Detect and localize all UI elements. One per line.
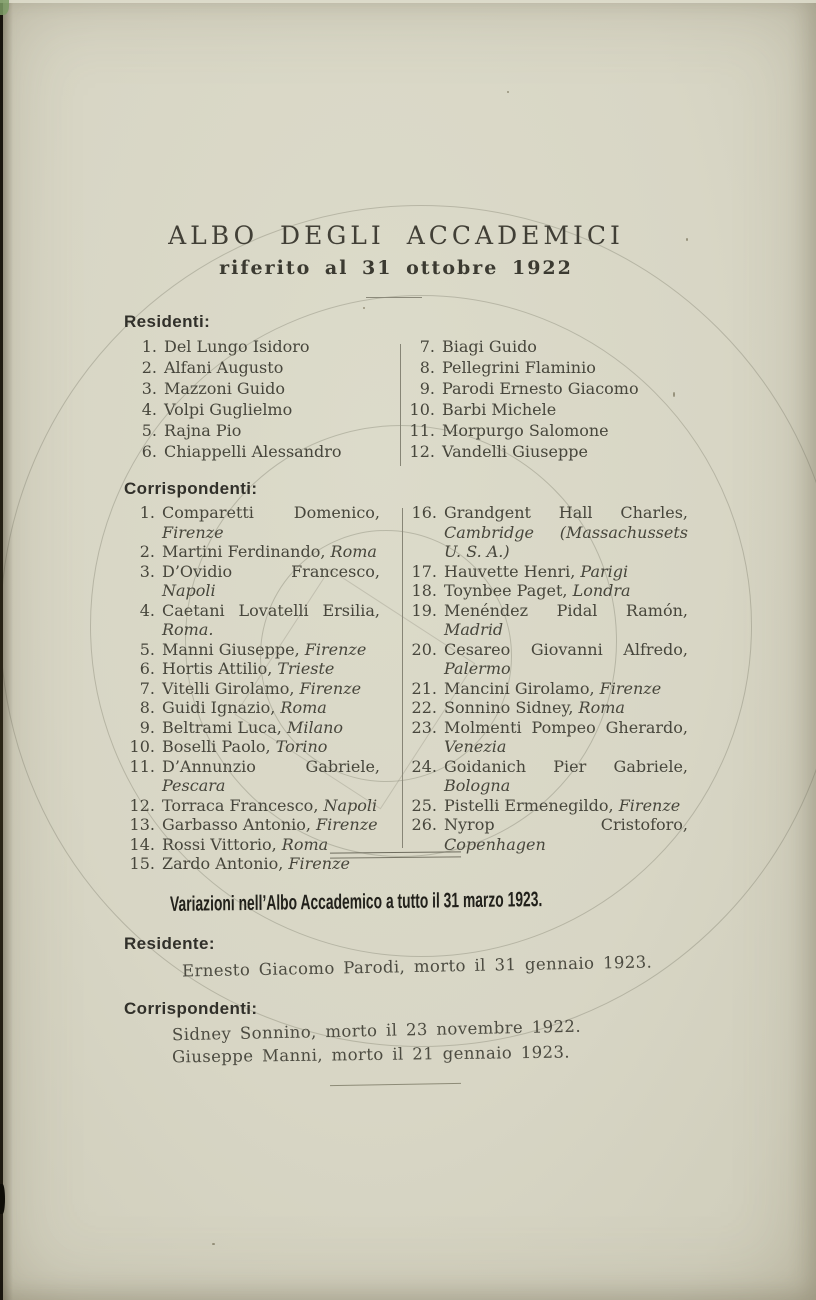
residenti-list-item bbox=[130, 378, 382, 399]
member-name: Parodi Ernesto Giacomo bbox=[442, 379, 639, 398]
residenti-right-column bbox=[408, 336, 708, 462]
member-name: Pistelli Ermenegildo, bbox=[444, 795, 614, 815]
member-name: Toynbee Paget, bbox=[444, 581, 568, 600]
member-name: Del Lungo Isidoro bbox=[164, 337, 310, 356]
corrispondenti-list-item bbox=[410, 757, 688, 796]
residenti-list-item bbox=[130, 420, 382, 441]
member-name: Beltrami Luca, bbox=[162, 717, 282, 737]
member-city: Firenze bbox=[316, 815, 378, 834]
residenti-list-item bbox=[408, 378, 708, 399]
member-name: Caetani Lovatelli Ersilia, bbox=[162, 600, 380, 620]
item-number: 15. bbox=[129, 854, 155, 873]
member-city: Copenhagen bbox=[444, 834, 546, 854]
binding-shadow bbox=[3, 0, 13, 1300]
item-number: 21. bbox=[411, 678, 437, 698]
member-city: Roma bbox=[280, 698, 327, 717]
corrispondenti-left-column bbox=[128, 503, 380, 874]
residenti-list-item bbox=[408, 441, 708, 462]
item-number: 3. bbox=[141, 379, 157, 398]
item-number: 4. bbox=[141, 400, 157, 419]
member-city: Roma bbox=[578, 698, 625, 717]
item-number: 22. bbox=[411, 698, 437, 717]
member-name: Torraca Francesco, bbox=[162, 795, 319, 815]
item-number: 12. bbox=[409, 442, 435, 461]
residenti-list-item bbox=[408, 420, 708, 441]
corrispondenti-list-item bbox=[410, 640, 688, 679]
variazioni-corrispondenti-line: Giuseppe Manni, morto il 21 gennaio 1923. bbox=[171, 1042, 571, 1067]
member-name: Molmenti Pompeo Gherardo, bbox=[444, 717, 688, 737]
corrispondenti-list-item bbox=[128, 659, 380, 679]
corrispondenti-list-item bbox=[410, 698, 688, 718]
member-name: Boselli Paolo, bbox=[162, 737, 271, 756]
item-number: 24. bbox=[411, 756, 437, 776]
member-name: Chiappelli Alessandro bbox=[164, 442, 342, 461]
member-name: Barbi Michele bbox=[442, 400, 557, 419]
item-number: 12. bbox=[129, 795, 155, 815]
corrispondenti-list-item bbox=[128, 835, 380, 855]
item-number: 17. bbox=[411, 561, 437, 581]
corrispondenti-right-column bbox=[410, 503, 688, 854]
member-name: Rajna Pio bbox=[164, 421, 242, 440]
item-number: 20. bbox=[411, 639, 437, 659]
corrispondenti-list-item bbox=[128, 718, 380, 738]
member-name: Biagi Guido bbox=[442, 337, 537, 356]
residenti-list-item bbox=[130, 441, 382, 462]
member-name: Grandgent Hall Charles, bbox=[444, 503, 688, 522]
item-number: 9. bbox=[139, 717, 155, 737]
item-number: 3. bbox=[139, 561, 155, 581]
item-number: 11. bbox=[129, 756, 155, 776]
member-city: Napoli bbox=[162, 581, 216, 600]
member-name: Rossi Vittorio, bbox=[162, 834, 277, 854]
member-name: Cesareo Giovanni Alfredo, bbox=[444, 639, 688, 659]
member-name: Goidanich Pier Gabriele, bbox=[444, 756, 688, 776]
variazioni-corrispondenti-heading: Corrispondenti: bbox=[124, 999, 258, 1018]
corrispondenti-list-item bbox=[128, 562, 380, 601]
item-number: 2. bbox=[141, 358, 157, 377]
residenti-list-item bbox=[130, 336, 382, 357]
item-number: 8. bbox=[139, 698, 155, 717]
member-name: Zardo Antonio, bbox=[162, 854, 284, 873]
item-number: 7. bbox=[419, 337, 435, 356]
member-name: Manni Giuseppe, bbox=[162, 639, 300, 659]
item-number: 2. bbox=[139, 542, 155, 561]
corrispondenti-heading: Corrispondenti: bbox=[124, 479, 258, 498]
variazioni-corrispondenti-line: Sidney Sonnino, morto il 23 novembre 1922. bbox=[171, 1016, 582, 1045]
corrispondenti-list-item bbox=[410, 601, 688, 640]
member-name: Pellegrini Flaminio bbox=[442, 358, 596, 377]
paper-speck bbox=[363, 307, 365, 309]
item-number: 16. bbox=[411, 503, 437, 522]
member-name: Hauvette Henri, bbox=[444, 561, 576, 581]
member-name: Hortis Attilio, bbox=[162, 659, 273, 678]
variazioni-residente-heading: Residente: bbox=[124, 934, 215, 953]
item-number: 5. bbox=[139, 639, 155, 659]
item-number: 1. bbox=[139, 503, 155, 522]
member-city: Bologna bbox=[444, 776, 511, 795]
variazioni-heading: Variazioni nell’Albo Accademico a tutto il 31 marzo 1923. bbox=[169, 888, 543, 916]
page-subtitle: riferito al 31 ottobre 1922 bbox=[219, 257, 573, 279]
residenti-left-column bbox=[130, 336, 382, 462]
residenti-list-item bbox=[408, 357, 708, 378]
member-city: Pescara bbox=[162, 776, 226, 795]
member-city: Firenze bbox=[304, 639, 367, 659]
corrispondenti-list-item bbox=[410, 796, 688, 816]
paper-speck bbox=[212, 1243, 215, 1245]
item-number: 26. bbox=[411, 815, 437, 834]
corrispondenti-list-item bbox=[128, 796, 380, 816]
residenti-list-item bbox=[408, 336, 708, 357]
member-name: Martini Ferdinando, bbox=[162, 542, 326, 561]
corrispondenti-list-item bbox=[128, 698, 380, 718]
member-name: Mancini Girolamo, bbox=[444, 678, 595, 698]
member-name: D’Ovidio Francesco, bbox=[162, 561, 380, 581]
member-city: Firenze bbox=[288, 854, 350, 873]
item-number: 11. bbox=[409, 421, 435, 440]
member-city: Trieste bbox=[277, 659, 335, 678]
item-number: 6. bbox=[141, 442, 157, 461]
member-city: Roma. bbox=[162, 620, 214, 639]
page-top-edge bbox=[0, 0, 816, 3]
corrispondenti-list-item bbox=[410, 581, 688, 601]
member-name: Garbasso Antonio, bbox=[162, 815, 311, 834]
member-city: Napoli bbox=[323, 795, 378, 815]
page-title: ALBO DEGLI ACCADEMICI bbox=[168, 221, 624, 250]
residenti-column-divider bbox=[400, 344, 401, 466]
corrispondenti-list-item bbox=[128, 815, 380, 835]
member-name: Mazzoni Guido bbox=[164, 379, 285, 398]
corrispondenti-list-item bbox=[128, 542, 380, 562]
edge-smudge bbox=[0, 1184, 5, 1214]
member-city: Firenze bbox=[299, 678, 362, 698]
item-number: 9. bbox=[419, 379, 435, 398]
residenti-heading: Residenti: bbox=[124, 312, 211, 331]
member-city: Roma bbox=[281, 834, 329, 854]
member-city: Palermo bbox=[444, 659, 511, 678]
member-city: Firenze bbox=[618, 795, 681, 815]
residenti-list-item bbox=[408, 399, 708, 420]
corrispondenti-list-item bbox=[410, 503, 688, 562]
corrispondenti-list-item bbox=[128, 679, 380, 699]
item-number: 1. bbox=[141, 337, 157, 356]
member-name: Volpi Guglielmo bbox=[164, 400, 293, 419]
corrispondenti-list-item bbox=[128, 601, 380, 640]
residenti-list-item bbox=[130, 357, 382, 378]
item-number: 19. bbox=[411, 600, 437, 620]
member-city: Torino bbox=[275, 737, 328, 756]
member-name: Menéndez Pidal Ramón, bbox=[444, 600, 688, 620]
corrispondenti-list-item bbox=[128, 503, 380, 542]
member-city: Firenze bbox=[162, 522, 224, 542]
corrispondenti-list-item bbox=[128, 737, 380, 757]
paper-speck bbox=[507, 91, 509, 93]
item-number: 6. bbox=[139, 659, 155, 678]
member-city: Parigi bbox=[580, 561, 629, 581]
corrispondenti-list-item bbox=[128, 640, 380, 660]
item-number: 5. bbox=[141, 421, 157, 440]
corrispondenti-list-item bbox=[410, 562, 688, 582]
member-city: Madrid bbox=[444, 620, 504, 639]
member-name: Alfani Augusto bbox=[164, 358, 284, 377]
member-name: Comparetti Domenico, bbox=[162, 503, 380, 522]
item-number: 7. bbox=[139, 678, 155, 698]
member-city: Milano bbox=[286, 717, 344, 737]
variazioni-residente-line: Ernesto Giacomo Parodi, morto il 31 gennaio 1923. bbox=[181, 952, 653, 981]
item-number: 18. bbox=[411, 581, 437, 600]
member-city: Firenze bbox=[599, 678, 662, 698]
item-number: 14. bbox=[129, 834, 155, 854]
member-name: Guidi Ignazio, bbox=[162, 698, 276, 717]
title-rule bbox=[366, 297, 422, 298]
member-city: Londra bbox=[572, 581, 631, 600]
member-name: Sonnino Sidney, bbox=[444, 698, 574, 717]
member-city: Venezia bbox=[444, 737, 507, 756]
item-number: 13. bbox=[129, 815, 155, 834]
corrispondenti-list-item bbox=[410, 679, 688, 699]
corrispondenti-list-item bbox=[410, 718, 688, 757]
member-city: Cambridge (Massachussets U. S. A.) bbox=[444, 522, 688, 561]
member-name: Morpurgo Salomone bbox=[442, 421, 609, 440]
item-number: 23. bbox=[411, 717, 437, 737]
corrispondenti-column-divider bbox=[402, 508, 403, 848]
member-name: Nyrop Cristoforo, bbox=[444, 815, 688, 834]
corrispondenti-list-item bbox=[128, 757, 380, 796]
item-number: 10. bbox=[129, 737, 155, 756]
member-name: D’Annunzio Gabriele, bbox=[162, 756, 380, 776]
member-name: Vandelli Giuseppe bbox=[442, 442, 588, 461]
item-number: 10. bbox=[409, 400, 435, 419]
member-city: Roma bbox=[330, 542, 377, 561]
item-number: 25. bbox=[411, 795, 437, 815]
residenti-list-item bbox=[130, 399, 382, 420]
bottom-rule bbox=[330, 1083, 461, 1086]
member-name: Vitelli Girolamo, bbox=[162, 678, 295, 698]
item-number: 8. bbox=[419, 358, 435, 377]
item-number: 4. bbox=[139, 600, 155, 620]
corrispondenti-list-item bbox=[410, 815, 688, 854]
